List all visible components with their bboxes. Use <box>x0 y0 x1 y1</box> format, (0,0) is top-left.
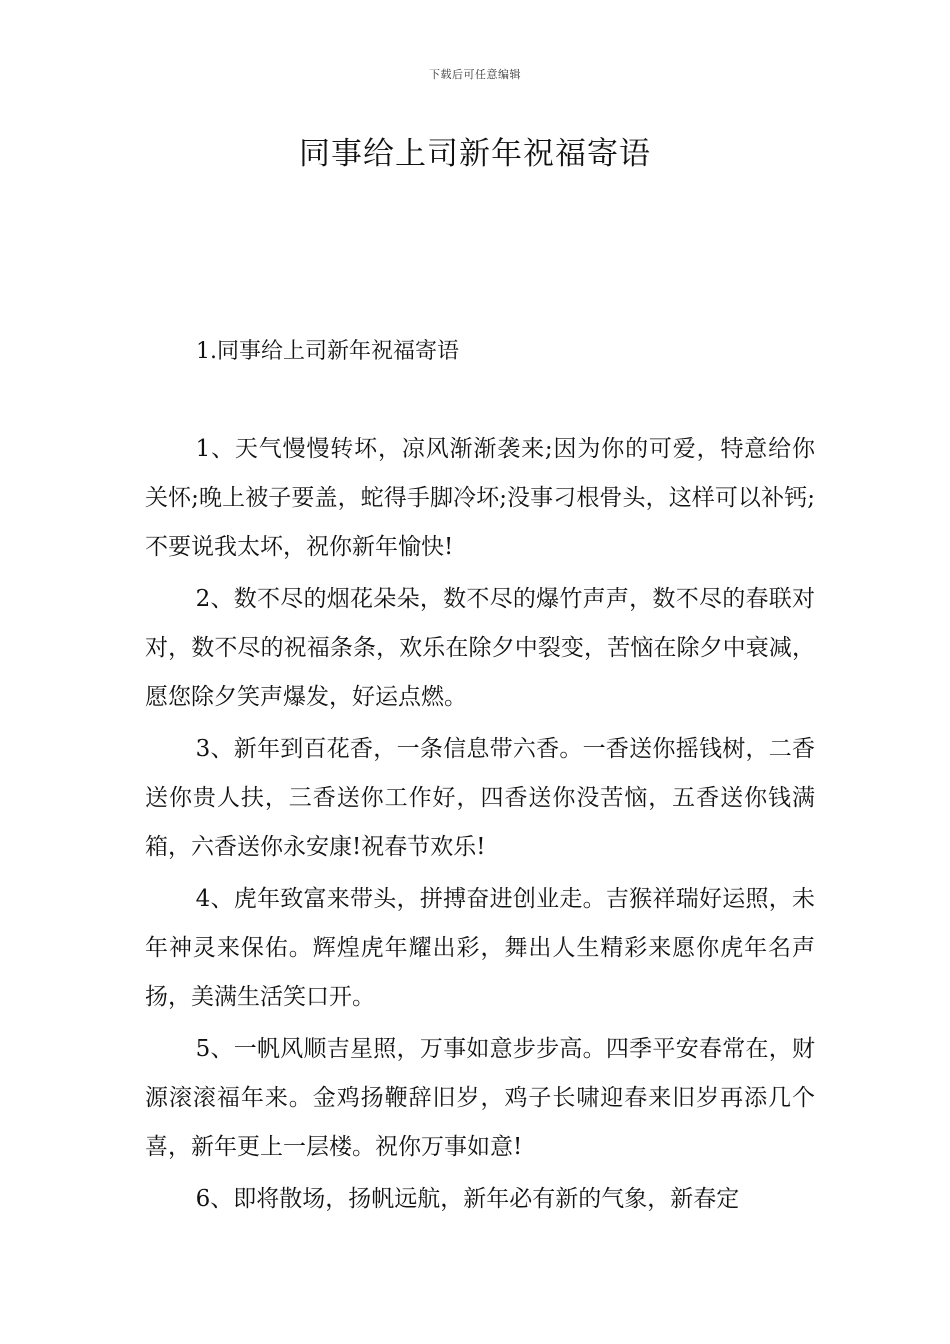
document-title: 同事给上司新年祝福寄语 <box>299 136 651 172</box>
paragraph-6: 6、即将散场，扬帆远航，新年必有新的气象，新春定 <box>195 1186 740 1212</box>
paragraph-5: 5、一帆风顺吉星照，万事如意步步高。四季平安春常在，财源滚滚福年来。金鸡扬鞭辞旧岁，鸡子长啸迎春来旧岁再添几个喜，新年更上一层楼。祝你万事如意! <box>145 1036 815 1160</box>
paragraph-3: 3、新年到百花香，一条信息带六香。一香送你摇钱树，二香送你贵人扶，三香送你工作好，四香送你没苦恼，五香送你钱满箱，六香送你永安康!祝春节欢乐! <box>145 736 815 860</box>
paragraph-1: 1、天气慢慢转坏，凉风渐渐袭来;因为你的可爱，特意给你关怀;晚上被子要盖，蛇得手脚冷坏;没事刁根骨头，这样可以补钙;不要说我太坏，祝你新年愉快! <box>145 436 815 560</box>
paragraph-4: 4、虎年致富来带头，拼搏奋进创业走。吉猴祥瑞好运照，未年神灵来保佑。辉煌虎年耀出彩，舞出人生精彩来愿你虎年名声扬，美满生活笑口开。 <box>145 886 815 1010</box>
header-note: 下载后可任意编辑 <box>429 68 521 81</box>
paragraph-2: 2、数不尽的烟花朵朵，数不尽的爆竹声声，数不尽的春联对对，数不尽的祝福条条，欢乐在除夕中裂变，苦恼在除夕中衰减，愿您除夕笑声爆发，好运点燃。 <box>145 586 815 710</box>
body-text <box>145 425 815 1227</box>
section-heading: 1.同事给上司新年祝福寄语 <box>196 339 459 364</box>
